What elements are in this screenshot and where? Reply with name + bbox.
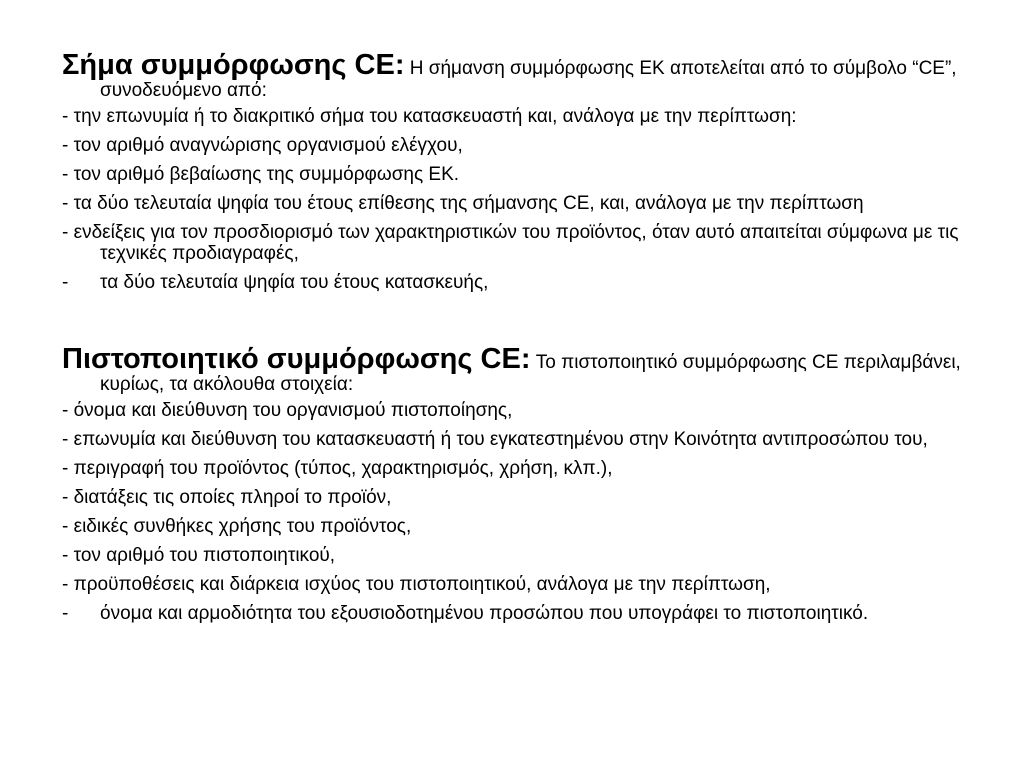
list-item: - ειδικές συνθήκες χρήσης του προϊόντος,	[62, 516, 412, 537]
list-item	[62, 603, 982, 624]
list-item: - τον αριθμό του πιστοποιητικού,	[62, 545, 336, 566]
ce-certificate-title: Πιστοποιητικό συμμόρφωσης CE:	[62, 343, 531, 375]
list-item: - τον αριθμό βεβαίωσης της συμμόρφωσης ΕΚ.	[62, 164, 460, 185]
ce-mark-heading	[62, 49, 982, 102]
ce-mark-section	[62, 49, 982, 301]
list-item: - διατάξεις τις οποίες πληροί το προϊόν,	[62, 487, 392, 508]
list-dash: -	[62, 603, 69, 624]
list-dash: -	[62, 272, 69, 293]
list-item: - ενδείξεις για τον προσδιορισμό των χαρακτηριστικών του προϊόντος, όταν αυτό απαιτείται σύμφωνα με τις τεχνικές προδιαγραφές,	[62, 222, 959, 264]
list-item: - περιγραφή του προϊόντος (τύπος, χαρακτηρισμός, χρήση, κλπ.),	[62, 458, 613, 479]
ce-certificate-section	[62, 343, 982, 632]
ce-certificate-intro: Το πιστοποιητικό συμμόρφωσης CE περιλαμβάνει, κυρίως, τα ακόλουθα στοιχεία:	[100, 352, 961, 395]
ce-mark-list	[62, 106, 982, 293]
ce-mark-intro: Η σήμανση συμμόρφωσης ΕΚ αποτελείται από το σύμβολο “CE”, συνοδευόμενο από:	[100, 58, 957, 101]
list-item: - τα δύο τελευταία ψηφία του έτους επίθεσης της σήμανσης CE, και, ανάλογα με την περίπτωση	[62, 193, 864, 214]
list-item	[62, 272, 982, 293]
list-item: - προϋποθέσεις και διάρκεια ισχύος του πιστοποιητικού, ανάλογα με την περίπτωση,	[62, 574, 771, 595]
list-item: - όνομα και διεύθυνση του οργανισμού πιστοποίησης,	[62, 400, 513, 421]
ce-certificate-list	[62, 400, 982, 624]
ce-certificate-heading	[62, 343, 982, 396]
list-item-text: τα δύο τελευταία ψηφία του έτους κατασκευής,	[100, 272, 489, 293]
list-item: - τον αριθμό αναγνώρισης οργανισμού ελέγχου,	[62, 135, 463, 156]
list-item-text: όνομα και αρμοδιότητα του εξουσιοδοτημένου προσώπου που υπογράφει το πιστοποιητικό.	[100, 603, 869, 624]
list-item: - την επωνυμία ή το διακριτικό σήμα του κατασκευαστή και, ανάλογα με την περίπτωση:	[62, 106, 797, 127]
list-item: - επωνυμία και διεύθυνση του κατασκευαστή ή του εγκατεστημένου στην Κοινότητα αντιπροσώπου του,	[62, 429, 928, 450]
ce-mark-title: Σήμα συμμόρφωσης CE:	[62, 49, 405, 81]
